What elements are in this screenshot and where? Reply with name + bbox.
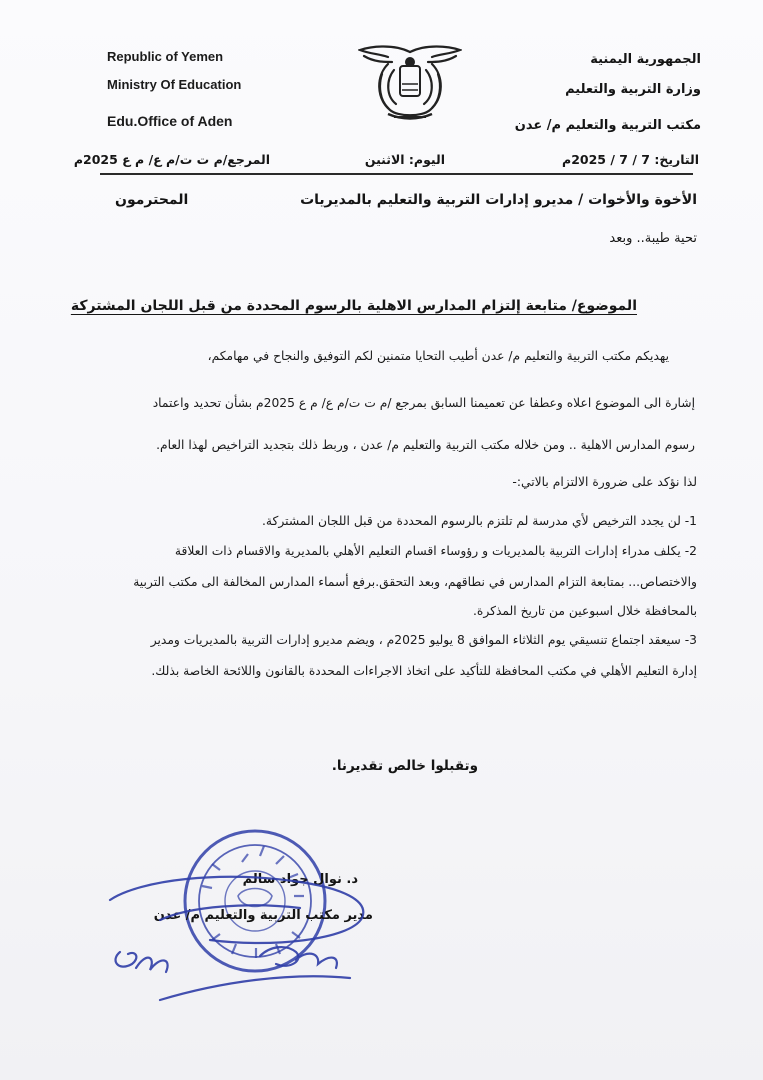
header-en-office: Edu.Office of Aden xyxy=(107,113,233,129)
addressee-honorific: المحترمون xyxy=(115,192,189,208)
body-item-3-line2: إدارة التعليم الأهلي في مكتب المحافظة للتأكيد على اتخاذ الاجراءات المحددة بالقانون واللائحة الخاصة بذلك. xyxy=(151,664,697,678)
closing-line: وتقبلوا خالص تقديرنا. xyxy=(331,758,478,774)
letter-date: التاريخ: 7 / 7 / 2025م xyxy=(562,152,699,167)
body-item-3-line1: 3- سيعقد اجتماع تنسيقي يوم الثلاثاء الموافق 8 يوليو 2025م ، ويضم مديرو إدارات التربية بالمديريات ومدير xyxy=(150,633,697,647)
body-item-2-line2: والاختصاص... بمتابعة التزام المدارس في نطاقهم، وبعد التحقق.برفع أسماء المدارس المخالفة الى مكتب التربية xyxy=(133,575,697,589)
body-intro: يهديكم مكتب التربية والتعليم م/ عدن أطيب التحايا متمنين لكم التوفيق والنجاح في مهامكم، xyxy=(207,349,669,363)
signatory-name: د. نوال جواد سالم xyxy=(242,872,358,887)
handwritten-signature-icon xyxy=(100,860,380,1010)
signatory-title: مدير مكتب التربية والتعليم م/ عدن xyxy=(153,908,373,923)
header-en-country: Republic of Yemen xyxy=(107,49,224,64)
body-emphasis: لذا نؤكد على ضرورة الالتزام بالاتي:- xyxy=(512,475,697,489)
addressee-line: الأخوة والأخوات / مديرو إدارات التربية والتعليم بالمديريات xyxy=(300,192,697,208)
body-item-1: 1- لن يجدد الترخيص لأي مدرسة لم تلتزم بالرسوم المحددة من قبل اللجان المشتركة. xyxy=(261,514,697,528)
letter-reference: المرجع/م ت ت/م ع/ م ع 2025م xyxy=(73,152,270,167)
body-para1-line1: إشارة الى الموضوع اعلاه وعطفا عن تعميمنا السابق بمرجع /م ت ت/م ع/ م ع 2025م بشأن تحديد واعتماد xyxy=(152,396,695,410)
header-divider xyxy=(100,173,693,175)
letter-day: اليوم: الاثنين xyxy=(364,152,445,167)
body-para1-line2: رسوم المدارس الاهلية .. ومن خلاله مكتب التربية والتعليم م/ عدن ، وربط ذلك بتجديد التراخيص لهذا العام. xyxy=(156,438,695,452)
body-item-2-line3: بالمحافظة خلال اسبوعين من تاريخ المذكرة. xyxy=(472,604,697,618)
greeting: تحية طيبة.. وبعد xyxy=(609,231,697,246)
yemen-eagle-emblem-icon xyxy=(358,40,462,122)
letter-subject: الموضوع/ متابعة إلتزام المدارس الاهلية بالرسوم المحددة من قبل اللجان المشتركة xyxy=(70,298,637,314)
body-item-2-line1: 2- يكلف مدراء إدارات التربية بالمديريات و رؤوساء اقسام التعليم الأهلي بالمديرية والاقسام ذات العلاقة xyxy=(174,544,697,558)
header-ar-office: مكتب التربية والتعليم م/ عدن xyxy=(514,118,701,133)
header-ar-ministry: وزارة التربية والتعليم xyxy=(565,82,701,97)
header-en-ministry: Ministry Of Education xyxy=(107,77,242,92)
header-ar-country: الجمهورية اليمنية xyxy=(590,52,701,67)
